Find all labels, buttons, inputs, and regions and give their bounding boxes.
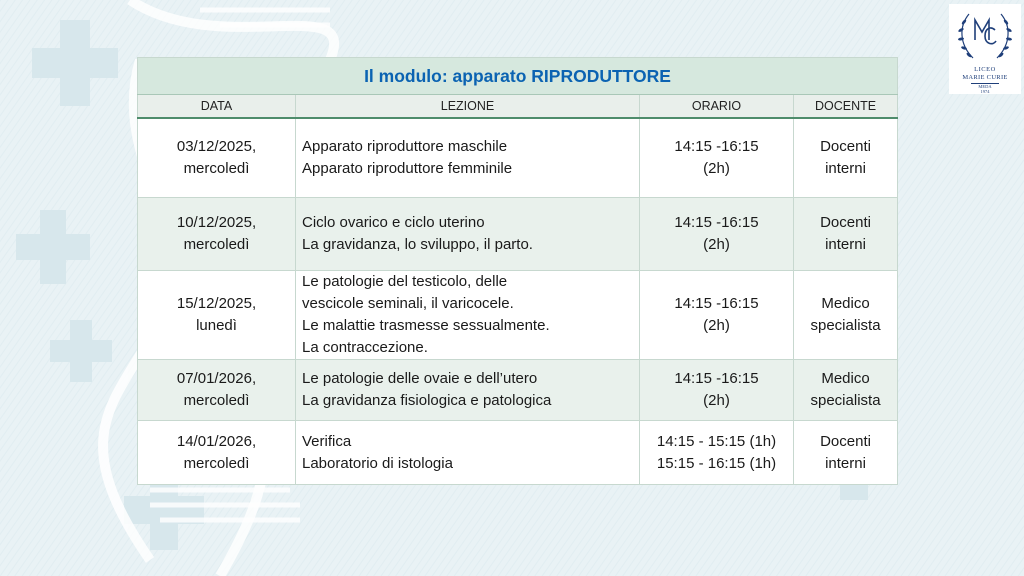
time-cell <box>640 271 794 360</box>
lesson-line: La gravidanza fisiologica e patologica <box>302 392 552 409</box>
teacher-line: specialista <box>810 317 881 334</box>
lesson-cell <box>296 271 640 360</box>
teacher-line: interni <box>825 454 866 472</box>
date-line: 15/12/2025, <box>176 295 257 312</box>
lesson-line: Laboratorio di istologia <box>302 454 453 472</box>
teacher-line: Docenti <box>820 432 871 450</box>
date-cell <box>138 118 296 198</box>
teacher-cell <box>794 421 898 485</box>
table-row <box>138 198 898 271</box>
lesson-line: Ciclo ovarico e ciclo uterino <box>302 214 485 231</box>
table-title: Il modulo: apparato RIPRODUTTORE <box>138 58 898 95</box>
teacher-cell <box>794 360 898 421</box>
teacher-line: specialista <box>810 392 881 409</box>
time-cell <box>640 198 794 271</box>
date-cell <box>138 198 296 271</box>
time-line: 14:15 -16:15 <box>674 138 759 155</box>
date-cell <box>138 360 296 421</box>
lesson-line: La gravidanza, lo sviluppo, il parto. <box>302 236 533 253</box>
time-cell <box>640 118 794 198</box>
column-header-lezione: LEZIONE <box>296 95 640 119</box>
time-line: (2h) <box>703 160 730 177</box>
table-row <box>138 118 898 198</box>
lesson-line: Le patologie delle ovaie e dell’utero <box>302 370 538 387</box>
weekday-line: mercoledì <box>183 160 250 177</box>
time-cell <box>640 360 794 421</box>
date-line: 07/01/2026, <box>176 370 257 387</box>
teacher-line: interni <box>825 160 866 177</box>
table-row <box>138 271 898 360</box>
weekday-line: mercoledì <box>183 236 250 253</box>
teacher-cell <box>794 198 898 271</box>
column-header-data: DATA <box>138 95 296 119</box>
lesson-line: vescicole seminali, il varicocele. <box>302 295 514 312</box>
logo-place: MEDA <box>978 84 992 89</box>
time-line: (2h) <box>703 392 730 409</box>
laurel-wreath-monogram-icon <box>949 4 1021 66</box>
date-cell <box>138 271 296 360</box>
teacher-line: Medico <box>821 295 870 312</box>
date-line: 10/12/2025, <box>176 214 257 231</box>
time-line: 14:15 -16:15 <box>674 295 759 312</box>
lesson-line: Apparato riproduttore femminile <box>302 160 513 177</box>
lesson-line: Le malattie trasmesse sessualmente. <box>302 317 550 334</box>
date-line: 14/01/2026, <box>176 432 257 450</box>
lesson-line: Verifica <box>302 432 352 450</box>
logo-school-name: MARIE CURIE <box>962 74 1008 81</box>
time-line: (2h) <box>703 317 730 334</box>
time-line: 14:15 -16:15 <box>674 214 759 231</box>
time-line: 15:15 - 16:15 (1h) <box>656 454 777 472</box>
date-cell <box>138 421 296 485</box>
time-cell <box>640 421 794 485</box>
weekday-line: mercoledì <box>183 392 250 409</box>
table-row <box>138 360 898 421</box>
time-line: (2h) <box>703 236 730 253</box>
logo-year: 1974 <box>980 89 990 94</box>
lesson-cell <box>296 360 640 421</box>
table-row <box>138 421 898 485</box>
weekday-line: lunedì <box>196 317 237 334</box>
lesson-line: Le patologie del testicolo, delle <box>302 273 508 290</box>
weekday-line: mercoledì <box>183 454 250 472</box>
teacher-line: Docenti <box>820 214 871 231</box>
teacher-cell <box>794 271 898 360</box>
lesson-cell <box>296 118 640 198</box>
time-line: 14:15 - 15:15 (1h) <box>656 432 777 450</box>
teacher-cell <box>794 118 898 198</box>
lesson-cell <box>296 198 640 271</box>
column-header-orario: ORARIO <box>640 95 794 119</box>
teacher-line: Medico <box>821 370 870 387</box>
lesson-line: La contraccezione. <box>302 339 428 356</box>
lesson-cell <box>296 421 640 485</box>
column-header-docente: DOCENTE <box>794 95 898 119</box>
time-line: 14:15 -16:15 <box>674 370 759 387</box>
date-line: 03/12/2025, <box>176 138 257 155</box>
teacher-line: Docenti <box>820 138 871 155</box>
school-logo <box>949 4 1021 94</box>
logo-liceo-text: LICEO <box>974 66 996 73</box>
schedule-table <box>137 57 898 485</box>
lesson-line: Apparato riproduttore maschile <box>302 138 508 155</box>
teacher-line: interni <box>825 236 866 253</box>
